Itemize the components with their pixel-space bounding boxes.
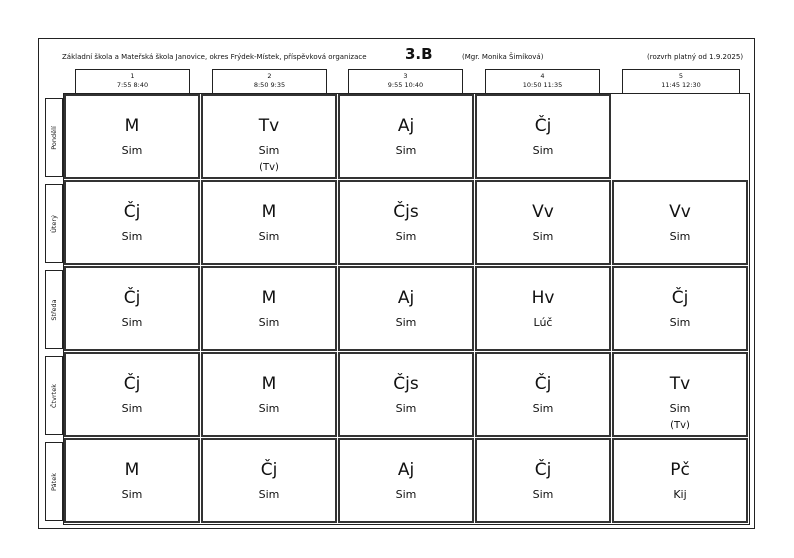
lesson-subject: M (261, 288, 277, 308)
lesson-cell (612, 438, 748, 523)
lesson-cell (475, 94, 611, 179)
lesson-subject: Pč (670, 460, 690, 480)
validity-date: (rozvrh platný od 1.9.2025) (647, 53, 744, 61)
lesson-cell (201, 438, 337, 523)
lesson-teacher: Sim (395, 402, 417, 415)
lesson-teacher: Kij (673, 488, 687, 501)
lesson-teacher: Sim (121, 144, 143, 157)
lesson-teacher: Sim (395, 316, 417, 329)
lesson-subject: Tv (258, 116, 280, 136)
lesson-teacher: Sim (395, 488, 417, 501)
period-time: 7:55 8:40 (116, 81, 149, 89)
day-label (45, 356, 63, 435)
lesson-cell (201, 180, 337, 265)
lesson-teacher: Sim (395, 230, 417, 243)
lesson-teacher: Sim (258, 144, 280, 157)
lesson-group: (Tv) (670, 420, 690, 431)
day-name: Středa (50, 298, 58, 321)
lesson-cell (338, 94, 474, 179)
lesson-subject: Aj (397, 460, 415, 480)
lesson-cell (475, 438, 611, 523)
school-name: Základní škola a Mateřská škola Janovice, okres Frýdek-Místek, příspěvková organizace (62, 53, 367, 61)
lesson-cell (338, 180, 474, 265)
lesson-teacher: Sim (121, 488, 143, 501)
period-header (75, 69, 190, 93)
day-name: Pátek (50, 472, 58, 491)
lesson-cell (201, 94, 337, 179)
day-name: Úterý (50, 214, 58, 233)
lesson-teacher: Sim (258, 488, 280, 501)
lesson-subject: Čj (534, 374, 552, 394)
day-label (45, 184, 63, 263)
period-number: 3 (403, 72, 408, 80)
lesson-subject: Hv (531, 288, 555, 308)
lesson-subject: Čj (534, 116, 552, 136)
lesson-cell (338, 352, 474, 437)
class-title: 3.B (405, 45, 433, 63)
lesson-group: (Tv) (259, 162, 279, 173)
lesson-teacher: Sim (258, 316, 280, 329)
day-name: Čtvrtek (50, 383, 58, 408)
lesson-subject: Čj (123, 288, 141, 308)
lesson-subject: Čjs (393, 202, 419, 222)
lesson-cell (338, 438, 474, 523)
lesson-cell (612, 180, 748, 265)
lesson-teacher: Sim (669, 402, 691, 415)
lesson-subject: Čj (534, 460, 552, 480)
period-number: 4 (540, 72, 545, 80)
lesson-subject: M (261, 374, 277, 394)
lesson-subject: M (261, 202, 277, 222)
lesson-subject: Čj (671, 288, 689, 308)
lesson-cell (612, 266, 748, 351)
lesson-cell (64, 352, 200, 437)
day-name: Pondělí (50, 125, 58, 150)
lesson-cell (64, 94, 200, 179)
period-time: 10:50 11:35 (522, 81, 563, 89)
lesson-subject: M (124, 116, 140, 136)
lesson-cell (201, 352, 337, 437)
day-label (45, 442, 63, 521)
period-header (348, 69, 463, 93)
period-number: 2 (267, 72, 272, 80)
lesson-cell (338, 266, 474, 351)
period-number: 5 (678, 72, 684, 80)
lesson-teacher: Sim (258, 402, 280, 415)
lesson-cell (64, 438, 200, 523)
lesson-teacher: Sim (121, 316, 143, 329)
lesson-cell (201, 266, 337, 351)
lesson-cell (475, 352, 611, 437)
lesson-subject: Vv (669, 202, 691, 222)
empty-lesson-cell (612, 94, 748, 179)
lesson-subject: Čjs (393, 374, 419, 394)
period-header (212, 69, 327, 93)
period-time: 8:50 9:35 (253, 81, 286, 89)
lesson-teacher: Sim (532, 402, 554, 415)
lesson-cell (475, 180, 611, 265)
period-header (622, 69, 740, 93)
day-label (45, 98, 63, 177)
lesson-teacher: Lúč (533, 316, 553, 329)
lesson-cell (64, 180, 200, 265)
lesson-subject: Čj (260, 460, 278, 480)
period-time: 9:55 10:40 (387, 81, 424, 89)
lesson-teacher: Sim (532, 230, 554, 243)
lesson-subject: Čj (123, 202, 141, 222)
lesson-subject: Čj (123, 374, 141, 394)
lesson-cell (612, 352, 748, 437)
period-header (485, 69, 600, 93)
lesson-teacher: Sim (395, 144, 417, 157)
lesson-subject: Aj (397, 116, 415, 136)
day-label (45, 270, 63, 349)
lesson-subject: Vv (532, 202, 554, 222)
period-number: 1 (130, 72, 135, 80)
lesson-subject: Aj (397, 288, 415, 308)
lesson-teacher: Sim (532, 488, 554, 501)
lesson-subject: M (124, 460, 140, 480)
lesson-teacher: Sim (121, 402, 143, 415)
lesson-teacher: Sim (669, 230, 691, 243)
lesson-cell (475, 266, 611, 351)
lesson-teacher: Sim (669, 316, 691, 329)
lesson-teacher: Sim (121, 230, 143, 243)
lesson-subject: Tv (669, 374, 691, 394)
lesson-teacher: Sim (532, 144, 554, 157)
class-teacher: (Mgr. Monika Šimíková) (462, 53, 544, 61)
period-time: 11:45 12:30 (661, 81, 701, 89)
lesson-cell (64, 266, 200, 351)
lesson-teacher: Sim (258, 230, 280, 243)
